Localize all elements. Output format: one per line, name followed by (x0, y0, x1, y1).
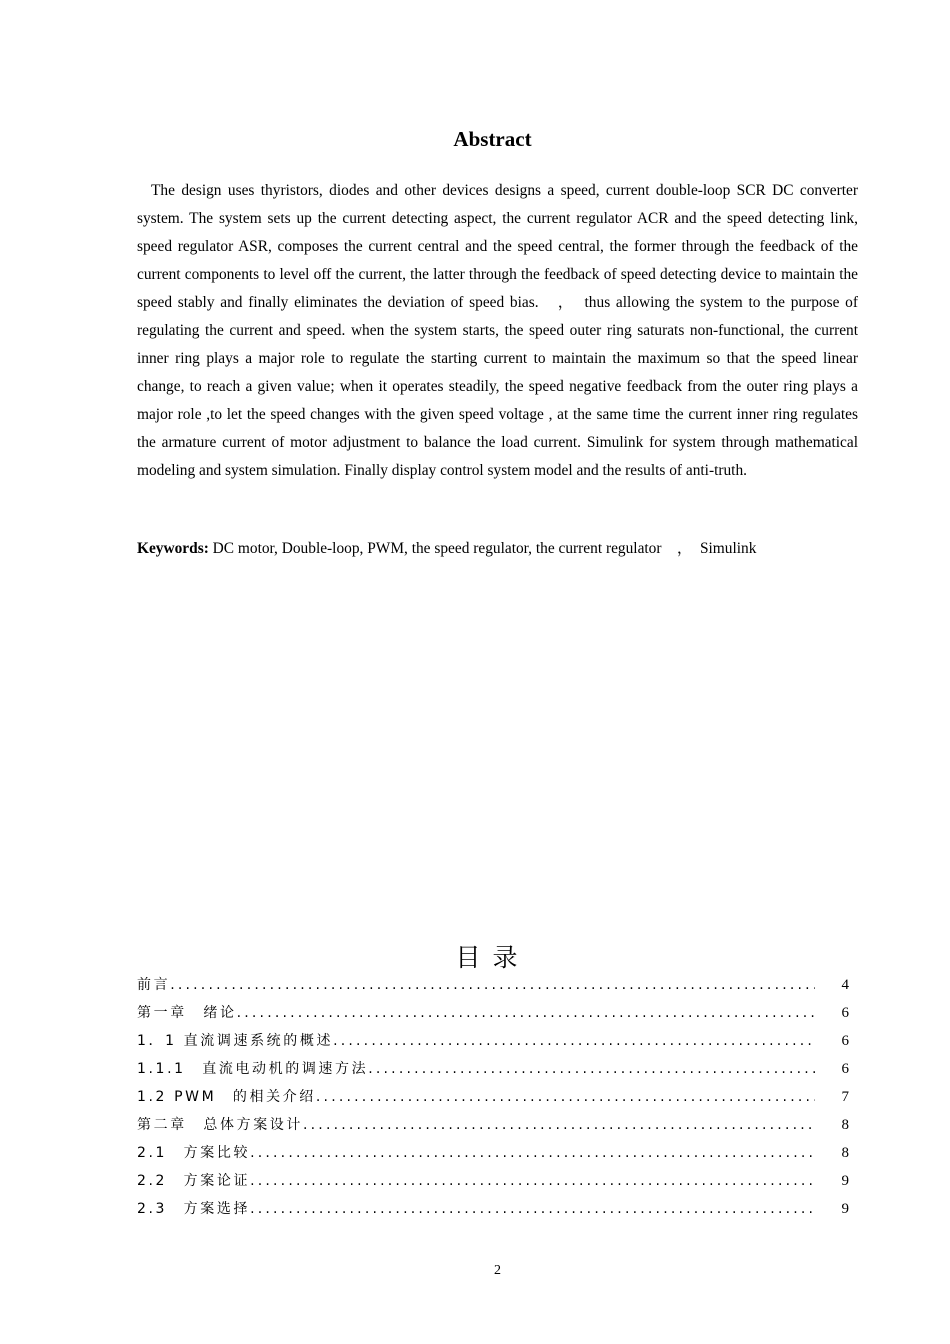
toc-entry-page: 6 (841, 1033, 849, 1049)
toc-dot-leader (316, 1083, 815, 1111)
toc-entry-label: 1．1 直流调速系统的概述 (137, 1033, 334, 1049)
toc-entry-label: 2.2 方案论证 (137, 1173, 251, 1189)
toc-entry-label: 2.1 方案比较 (137, 1145, 251, 1161)
toc-entry-page: 9 (841, 1173, 849, 1189)
toc-dot-leader (170, 971, 815, 999)
toc-entry[interactable] (137, 1139, 849, 1167)
toc-entry-page: 6 (841, 1005, 849, 1021)
toc-entry-page: 6 (841, 1061, 849, 1077)
toc-dot-leader (237, 999, 815, 1027)
toc-entry-page: 8 (841, 1117, 849, 1133)
keywords-line (137, 535, 858, 563)
toc-entry-page: 4 (841, 977, 849, 993)
toc-entry[interactable] (137, 1111, 849, 1139)
toc-entry-page: 8 (841, 1145, 849, 1161)
page-number: 2 (494, 1263, 501, 1278)
keywords-label: Keywords: (137, 540, 209, 557)
abstract-body: The design uses thyristors, diodes and other devices designs a speed, current double-loop SCR DC converter system. The system sets up the current detecting aspect, the current regulator ACR and the speed detecting link, speed regulator ASR, composes the current central and the speed central, the former through the feedback of the current components to level off the current, the latter through the feedback of speed detecting device to maintain the speed stably and finally eliminates the deviation of speed bias. ， thus allowing the system to the purpose of regulating the current and speed. when the system starts, the speed outer ring saturats non-functional, the current inner ring plays a major role to regulate the starting current to maintain the maximum so that the speed linear change, to reach a given value; when it operates steadily, the speed negative feedback from the outer ring plays a major role ,to let the speed changes with the given speed voltage , at the same time the current inner ring regulates the armature current of motor adjustment to balance the load current. Simulink for system through mathematical modeling and system simulation. Finally display control system model and the results of anti-truth. (137, 182, 858, 479)
toc-dot-leader (250, 1167, 815, 1195)
toc-entry-label: 前言 (137, 977, 171, 993)
table-of-contents (137, 971, 849, 1223)
toc-entry-label: 第一章 绪论 (137, 1005, 237, 1021)
toc-dot-leader (333, 1027, 815, 1055)
toc-entry-label: 1.2 PWM 的相关介绍 (137, 1089, 316, 1105)
toc-entry[interactable] (137, 1195, 849, 1223)
toc-entry-label: 第二章 总体方案设计 (137, 1117, 303, 1133)
toc-dot-leader (250, 1139, 815, 1167)
toc-title: 目录 (455, 943, 530, 972)
toc-entry-page: 7 (841, 1089, 849, 1105)
toc-entry-label: 2.3 方案选择 (137, 1201, 251, 1217)
toc-entry[interactable] (137, 1167, 849, 1195)
toc-entry[interactable] (137, 999, 849, 1027)
toc-entry[interactable] (137, 1055, 849, 1083)
toc-dot-leader (303, 1111, 815, 1139)
toc-entry-page: 9 (841, 1201, 849, 1217)
toc-entry-label: 1.1.1 直流电动机的调速方法 (137, 1061, 369, 1077)
toc-dot-leader (368, 1055, 815, 1083)
toc-dot-leader (250, 1195, 815, 1223)
abstract-title: Abstract (453, 127, 532, 151)
toc-entry[interactable] (137, 971, 849, 999)
toc-entry[interactable] (137, 1027, 849, 1055)
keywords-text: DC motor, Double-loop, PWM, the speed regulator, the current regulator ， Simulink (208, 540, 757, 557)
toc-entry[interactable] (137, 1083, 849, 1111)
